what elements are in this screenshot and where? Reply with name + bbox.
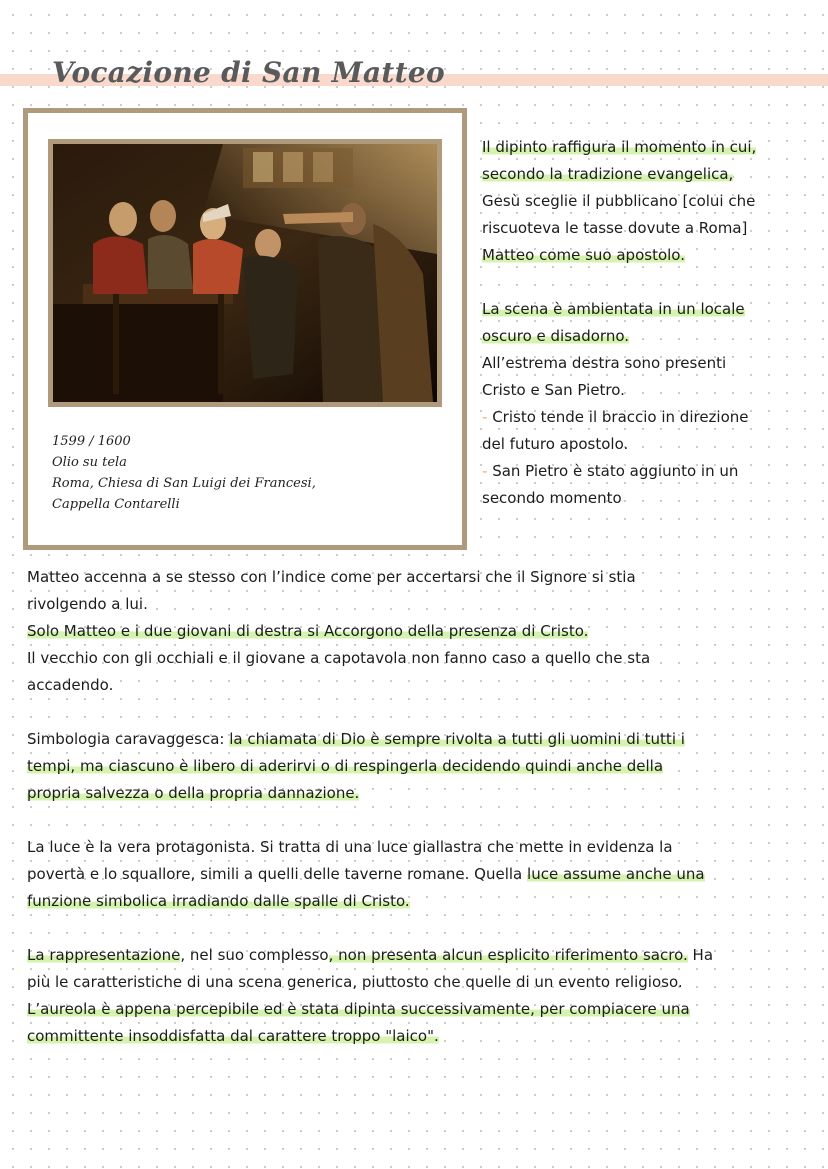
- text-line: povertà e lo squallore, simili a quelli delle taverne romane. Quella: [27, 865, 528, 883]
- text-line: rivolgendo a lui.: [27, 595, 148, 613]
- text-line: tempi, ma ciascuno è libero di aderirvi o di respingerla decidendo quindi anche della: [27, 757, 664, 775]
- artwork-card: [23, 108, 467, 550]
- text-line: riscuoteva le tasse dovute a Roma]: [482, 219, 748, 237]
- text-line: Cristo e San Pietro.: [482, 381, 625, 399]
- text-line: luce assume anche una: [527, 865, 705, 883]
- text-line: accadendo.: [27, 676, 114, 694]
- text-line: La luce è la vera protagonista. Si tratta di una luce giallastra che mette in evidenza la: [27, 838, 673, 856]
- text-line: la chiamata di Dio è sempre rivolta a tutti gli uomini di tutti i: [229, 730, 685, 748]
- caption-chapel: Cappella Contarelli: [52, 497, 180, 512]
- caravaggio-painting-image: [48, 139, 442, 407]
- text-line: committente insoddisfatta dal carattere troppo "laico".: [27, 1027, 439, 1045]
- description-paragraph-1: [482, 134, 812, 269]
- text-line: del futuro apostolo.: [482, 435, 629, 453]
- body-text: [27, 564, 807, 1050]
- text-line: L’aureola è appena percepibile ed è stata dipinta successivamente, per compiacere una: [27, 1000, 690, 1018]
- text-line: La rappresentazione: [27, 946, 181, 964]
- dash-bullet: -: [482, 408, 488, 426]
- text-line: più le caratteristiche di una scena generica, piuttosto che quelle di un evento religioso.: [27, 973, 683, 991]
- text-line: funzione simbolica irradiando dalle spalle di Cristo.: [27, 892, 410, 910]
- text-line: , non presenta alcun esplicito riferimento sacro.: [328, 946, 688, 964]
- text-line: Cristo tende il braccio in direzione: [487, 408, 749, 426]
- body-paragraph-4: [27, 942, 807, 1050]
- text-line: San Pietro è stato aggiunto in un: [487, 462, 739, 480]
- body-paragraph-2: [27, 726, 807, 807]
- caption-medium: Olio su tela: [52, 455, 127, 470]
- text-line: Il vecchio con gli occhiali e il giovane a capotavola non fanno caso a quello che sta: [27, 649, 651, 667]
- text-line: La scena è ambientata in un locale: [482, 300, 745, 318]
- text-line: Gesù sceglie il pubblicano [colui che: [482, 192, 756, 210]
- text-line: Ha: [687, 946, 714, 964]
- text-line: All’estrema destra sono presenti: [482, 354, 727, 372]
- artwork-caption: [52, 431, 316, 515]
- text-line: Simbologia caravaggesca:: [27, 730, 230, 748]
- caption-date: 1599 / 1600: [52, 434, 131, 449]
- body-paragraph-3: [27, 834, 807, 915]
- page-title: Vocazione di San Matteo: [52, 56, 445, 89]
- dash-bullet: -: [482, 462, 488, 480]
- text-line: secondo momento: [482, 489, 622, 507]
- text-line: Matteo accenna a se stesso con l’indice come per accertarsi che il Signore si stia: [27, 568, 636, 586]
- caption-location: Roma, Chiesa di San Luigi dei Francesi,: [52, 476, 316, 491]
- text-line: propria salvezza o della propria dannazione.: [27, 784, 360, 802]
- text-line: secondo la tradizione evangelica,: [482, 165, 734, 183]
- text-line: oscuro e disadorno.: [482, 327, 630, 345]
- text-line: Il dipinto raffigura il momento in cui,: [482, 138, 757, 156]
- text-line: , nel suo complesso: [180, 946, 329, 964]
- description-column: [482, 134, 812, 512]
- text-line: Solo Matteo e i due giovani di destra si Accorgono della presenza di Cristo.: [27, 622, 589, 640]
- text-line: Matteo come suo apostolo.: [482, 246, 685, 264]
- description-paragraph-2: [482, 296, 812, 512]
- body-paragraph-1: [27, 564, 807, 699]
